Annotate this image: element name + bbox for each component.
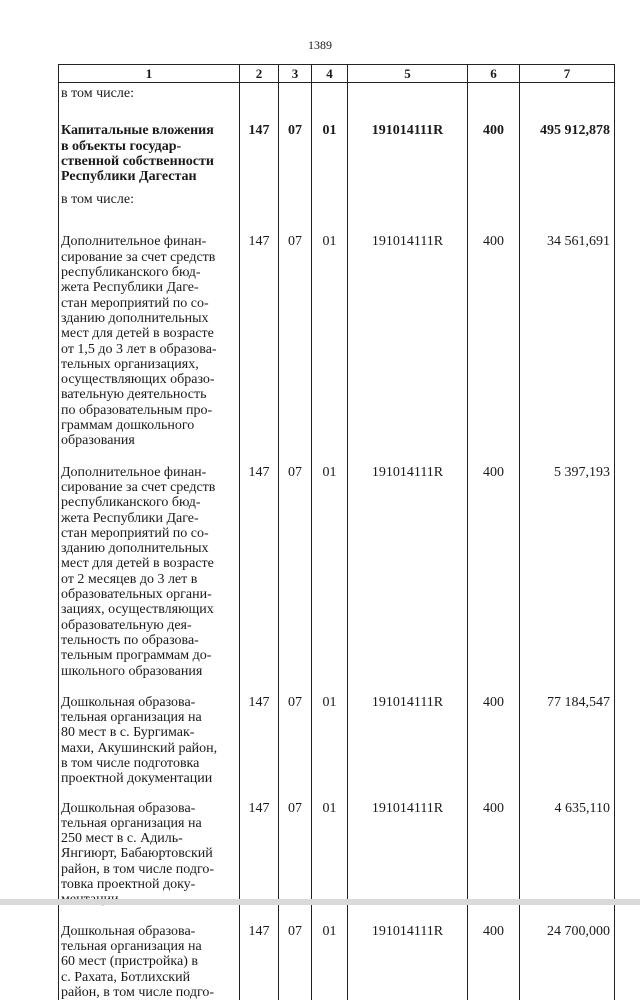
cell-amount: 77 184,547 [520,679,615,787]
cell-amount: 34 561,691 [520,218,615,448]
cell-target-article: 191014111R [348,908,468,1000]
cell-amount: 4 635,110 [520,787,615,908]
cell-amount: 5 397,193 [520,449,615,679]
cell-expense-type: 400 [468,787,520,908]
item-name-line: образования [61,433,135,449]
item-name-line: граммам дошкольного [61,418,195,434]
cell-target-article: 191014111R [348,787,468,908]
item-name-line: 60 мест (пристройка) в [61,954,198,970]
column-header: 5 [348,65,468,83]
item-name-line: тельная организация на [61,938,202,954]
item-name-line: сирование за счет средств [61,479,216,495]
item-name-line: образовательную дея- [61,617,192,633]
item-name-line: в объекты государ- [61,138,182,154]
cell-ministry-code: 147 [240,106,279,184]
table-row [59,679,615,787]
item-name-line: Дошкольная образова- [61,800,196,816]
item-name [59,679,240,787]
item-name [59,787,240,908]
item-name-line: Янгиюрт, Бабаюртовский [61,846,213,862]
item-name-line: от 2 месяцев до 3 лет в [61,571,198,587]
item-name-line: школьного образования [61,663,203,679]
item-name-line: стан мероприятий по со- [61,525,209,541]
cell-subsection-code: 01 [312,787,348,908]
column-header: 4 [312,65,348,83]
cell-ministry-code: 147 [240,449,279,679]
item-name-line: зданию дополнительных [61,541,209,557]
item-name-line: махи, Акушинский район, [61,740,218,756]
table-row [59,908,615,1000]
cell-section-code: 07 [279,449,312,679]
item-name-line: республиканского бюд- [61,265,201,281]
item-name-line: товка проектной доку- [61,877,196,893]
item-name-line: по образовательным про- [61,402,213,418]
cell-subsection-code: 01 [312,218,348,448]
item-name-line: Республики Дагестан [61,169,197,185]
cell-expense-type: 400 [468,218,520,448]
item-name-line: район, в том числе подго- [61,984,215,1000]
table-row [59,218,615,448]
item-name-line: тельность по образова- [61,632,199,648]
item-name-line: Капитальные вложения [61,123,214,139]
item-name [59,218,240,448]
item-name-line: в том числе подготовка [61,755,200,771]
item-name-line: осуществляющих образо- [61,372,215,388]
cell-section-code: 07 [279,106,312,184]
header-row [59,65,615,83]
item-name [59,908,240,1000]
cell-subsection-code: 01 [312,679,348,787]
column-header: 6 [468,65,520,83]
item-name-line: тельная организация на [61,815,202,831]
table-row [59,787,615,908]
item-name-line: Дошкольная образова- [61,923,196,939]
item-name-line: Дополнительное финан- [61,234,207,250]
cell-section-code: 07 [279,679,312,787]
item-name-line: жета Республики Даге- [61,510,199,526]
cell-target-article: 191014111R [348,106,468,184]
item-name-line: район, в том числе подго- [61,861,215,877]
column-header: 1 [59,65,240,83]
item-name-line: стан мероприятий по со- [61,295,209,311]
page-number: 1389 [308,38,332,52]
cell-section-code: 07 [279,218,312,448]
cell-subsection-code: 01 [312,449,348,679]
page-bottom-edge [0,899,640,905]
cell-expense-type: 400 [468,908,520,1000]
cell-target-article: 191014111R [348,679,468,787]
cell-subsection-code: 01 [312,106,348,184]
cell-target-article: 191014111R [348,449,468,679]
item-name-line: с. Рахата, Ботлихский [61,969,191,985]
cell-section-code: 07 [279,787,312,908]
cell-ministry-code: 147 [240,218,279,448]
cell-amount: 24 700,000 [520,908,615,1000]
item-name-line: мест для детей в возрасте [61,556,214,572]
cell-amount: 495 912,878 [520,106,615,184]
cell-expense-type: 400 [468,679,520,787]
item-name-line: ственной собственности [61,153,214,169]
item-name-line: Дополнительное финан- [61,464,207,480]
item-name-line: 80 мест в с. Бургимак- [61,725,195,741]
item-name-line: сирование за счет средств [61,249,216,265]
column-header: 2 [240,65,279,83]
cell-section-code: 07 [279,908,312,1000]
budget-table [58,64,615,1000]
item-name-line: образовательных органи- [61,587,212,603]
item-name [59,106,240,184]
column-header: 7 [520,65,615,83]
group-label-row [59,184,615,218]
item-name-line: республиканского бюд- [61,495,201,511]
item-name-line: жета Республики Даге- [61,280,199,296]
table-row [59,449,615,679]
item-name-line: тельная организация на [61,710,202,726]
cell-subsection-code: 01 [312,908,348,1000]
item-name-line: проектной документации [61,771,213,787]
item-name-line: зациях, осуществляющих [61,602,214,618]
table-row [59,106,615,184]
group-label: в том числе: [59,83,240,107]
item-name-line: тельных организациях, [61,356,199,372]
group-label: в том числе: [59,184,240,218]
cell-ministry-code: 147 [240,679,279,787]
item-name [59,449,240,679]
cell-expense-type: 400 [468,106,520,184]
item-name-line: от 1,5 до 3 лет в образова- [61,341,217,357]
cell-target-article: 191014111R [348,218,468,448]
cell-ministry-code: 147 [240,908,279,1000]
column-header: 3 [279,65,312,83]
cell-expense-type: 400 [468,449,520,679]
table-body [59,83,615,1000]
item-name-line: Дошкольная образова- [61,694,196,710]
item-name-line: 250 мест в с. Адиль- [61,831,183,847]
cell-ministry-code: 147 [240,787,279,908]
item-name-line: мест для детей в возрасте [61,326,214,342]
item-name-line: зданию дополнительных [61,310,209,326]
group-label-row [59,83,615,107]
item-name-line: вательную деятельность [61,387,207,403]
item-name-line: тельным программам до- [61,648,212,664]
